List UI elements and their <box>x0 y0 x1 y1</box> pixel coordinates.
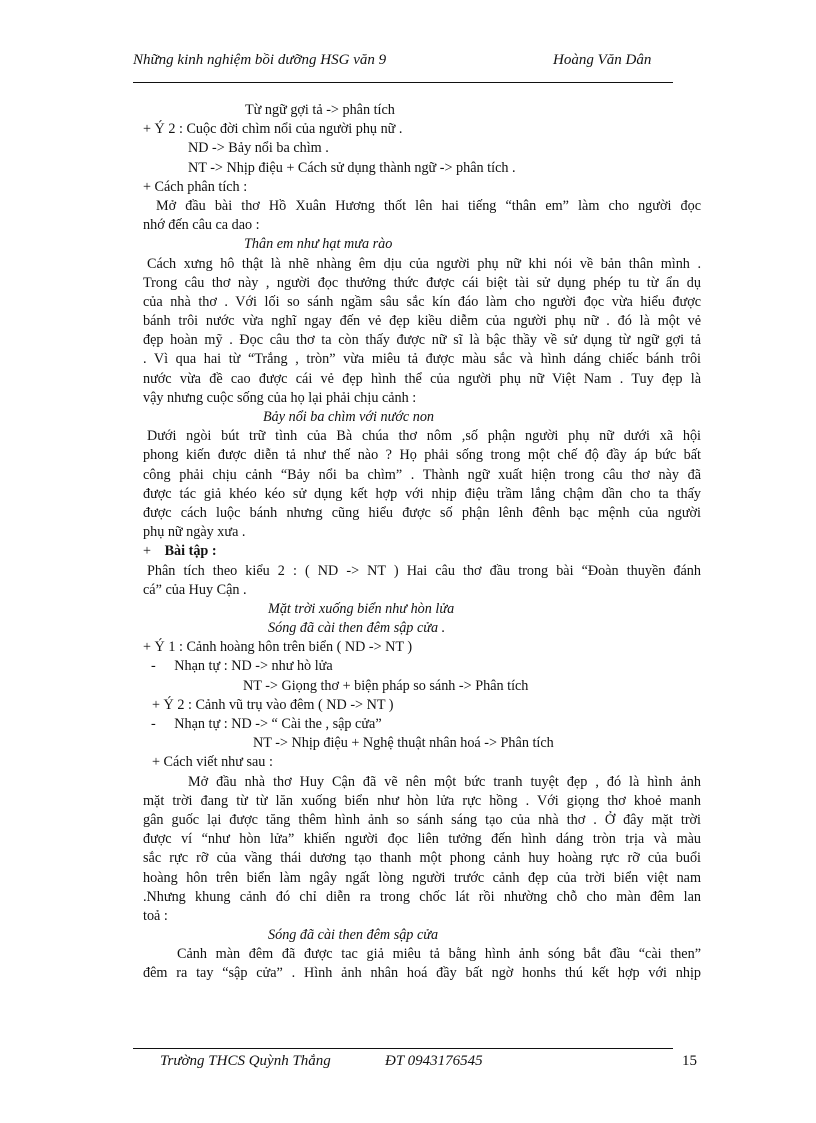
text-line: công phải chịu cảnh “Bảy nổi ba chìm” . Thành ngữ xuất hiện trong câu thơ này đã <box>143 466 701 483</box>
text-line: Phân tích theo kiểu 2 : ( ND -> NT ) Hai câu thơ đầu trong bài “Đoàn thuyền đánh <box>147 562 701 579</box>
text-line: ND -> Bảy nổi ba chìm . <box>188 140 329 157</box>
bullet-dash: - <box>151 716 156 732</box>
text-line: mặt trời đang từ từ lăn xuống biển như hòn lửa rực hồng . Với giọng thơ khoẻ manh <box>143 792 701 809</box>
text-line: bánh trôi nước vừa nghĩ ngay đến vẻ đẹp kiều diễm của người phụ nữ . đó là một vẻ <box>143 313 701 330</box>
page-header <box>133 52 673 74</box>
analysis-item <box>143 715 701 734</box>
text-line: cá” của Huy Cận . <box>143 581 247 598</box>
poem-line: Sóng đã cài then đêm sập cửa <box>268 927 439 944</box>
text-line: . Vì qua hai từ “Trắng , tròn” vừa miêu tả được màu sắc và hình dáng chiếc bánh trôi <box>143 351 701 368</box>
text-line: Dưới ngòi bút trữ tình của Bà chúa thơ nôm ,số phận người phụ nữ dưới xã hội <box>147 428 701 445</box>
analysis-item <box>143 657 701 676</box>
text-line: gân guốc lại được tăng thêm hình ảnh so sánh sáng tạo của nhà thơ . Ở đây mặt trời <box>143 811 701 828</box>
analysis-text: Nhạn tự : ND -> như hò lửa <box>174 658 333 675</box>
footer-school: Trường THCS Quỳnh Thắng <box>160 1053 331 1069</box>
bullet-dash: - <box>151 658 156 675</box>
text-line: Mở đầu nhà thơ Huy Cận đã vẽ nên một bức tranh tuyệt đẹp , đó là hình ảnh <box>188 773 701 790</box>
header-title: Những kinh nghiệm bồi dưỡng HSG văn 9 <box>133 52 387 68</box>
exercise-heading-line <box>143 542 701 561</box>
poem-line: Sóng đã cài then đêm sập cửa . <box>268 620 446 637</box>
text-line: được cách luộc bánh nhưng cũng hiểu được số phận lênh đênh bạc mệnh của người <box>143 504 701 521</box>
text-line: Cách xưng hô thật là nhẽ nhàng êm dịu của người phụ nữ khi nói về bản thân mình . <box>147 255 701 272</box>
text-line: đẹp hoàn mỹ . Đọc câu thơ ta còn thấy được nữ sĩ là bậc thầy về sử dụng từ ngữ gợi tả <box>143 332 701 349</box>
header-rule <box>133 82 673 83</box>
text-line: NT -> Nhịp điệu + Cách sử dụng thành ngữ -> phân tích . <box>188 159 516 176</box>
text-line: + Cách viết như sau : <box>152 754 273 771</box>
text-line: phụ nữ ngày xưa . <box>143 524 246 541</box>
text-line: Từ ngữ gợi tả -> phân tích <box>245 102 395 118</box>
analysis-text: Nhạn tự : ND -> “ Cài the , sập cửa” <box>174 716 382 732</box>
text-line: nước vừa đề cao được cái vẻ đẹp hình thể của người phụ nữ Việt Nam . Tuy đẹp là <box>143 370 701 387</box>
text-line: vậy nhưng cuộc sống của họ lại phải chịu cảnh : <box>143 389 417 406</box>
text-line: NT -> Giọng thơ + biện pháp so sánh -> Phân tích <box>243 677 529 694</box>
text-line: hoàng hôn trên biển làm ngây ngất lòng người trước cảnh đẹp của trời biển việt nam <box>143 869 701 886</box>
text-line: Cảnh màn đêm đã được tac giả miêu tả bằng hình ảnh sóng bắt đầu “cài then” <box>177 946 701 963</box>
text-line: phong kiến được diễn tả như thế nào ? Họ phải sống trong một chế độ đầy áp bức bất <box>143 447 701 464</box>
text-line: NT -> Nhịp điệu + Nghệ thuật nhân hoá -> Phân tích <box>253 735 554 752</box>
header-author: Hoàng Văn Dân <box>553 52 652 68</box>
text-line: + Cách phân tích : <box>143 178 248 195</box>
text-line: sắc rực rỡ của vầng thái dương tạo thanh một phong cảnh huy hoàng rực rỡ của buổi <box>143 850 701 867</box>
text-line: + Ý 2 : Cuộc đời chìm nổi của người phụ nữ . <box>143 121 403 138</box>
text-line: được tác giả khéo kéo sử dụng kết hợp với nhịp điệu trầm lắng chậm dần cho ta thấy <box>143 485 701 502</box>
text-line: của nhà thơ . Với lối so sánh ngầm sâu sắc kín đáo làm cho người đọc vừa hiểu được <box>143 293 701 310</box>
text-line: đêm ra tay “sập cửa” . Hình ảnh nhân hoá đầy bất ngờ honhs thú kết hợp với nhịp <box>143 965 701 982</box>
exercise-heading: Bài tập : <box>164 543 217 560</box>
bullet-plus: + <box>143 543 152 560</box>
footer-phone: ĐT 0943176545 <box>385 1053 483 1069</box>
poem-line: Bảy nổi ba chìm với nước non <box>263 409 435 425</box>
text-line: Trong câu thơ này , người đọc thưởng thức được cái biệt tài sử dụng phép tu từ ẩn dụ <box>143 274 701 291</box>
text-line: + Ý 2 : Cảnh vũ trụ vào đêm ( ND -> NT ) <box>152 696 394 713</box>
text-line: Mở đầu bài thơ Hồ Xuân Hương thốt lên hai tiếng “thân em” làm cho người đọc <box>156 197 701 214</box>
text-line: + Ý 1 : Cảnh hoàng hôn trên biển ( ND -> NT ) <box>143 639 413 656</box>
text-line: toả : <box>143 907 168 924</box>
poem-line: Thân em như hạt mưa rào <box>244 236 393 253</box>
text-line: được ví “như hòn lửa” khiến người đọc liên tưởng đến hình dáng tròn trịa và màu <box>143 831 701 848</box>
poem-line: Mặt trời xuống biển như hòn lửa <box>268 600 455 617</box>
text-line: .Nhưng khung cảnh đó chỉ diễn ra trong chốc lát rồi nhường chỗ cho màn đêm lan <box>143 888 701 905</box>
page-footer <box>160 1053 700 1075</box>
text-line: nhớ đến câu ca dao : <box>143 217 260 234</box>
footer-rule <box>133 1048 673 1049</box>
page-number: 15 <box>682 1053 697 1069</box>
document-body <box>143 101 701 984</box>
